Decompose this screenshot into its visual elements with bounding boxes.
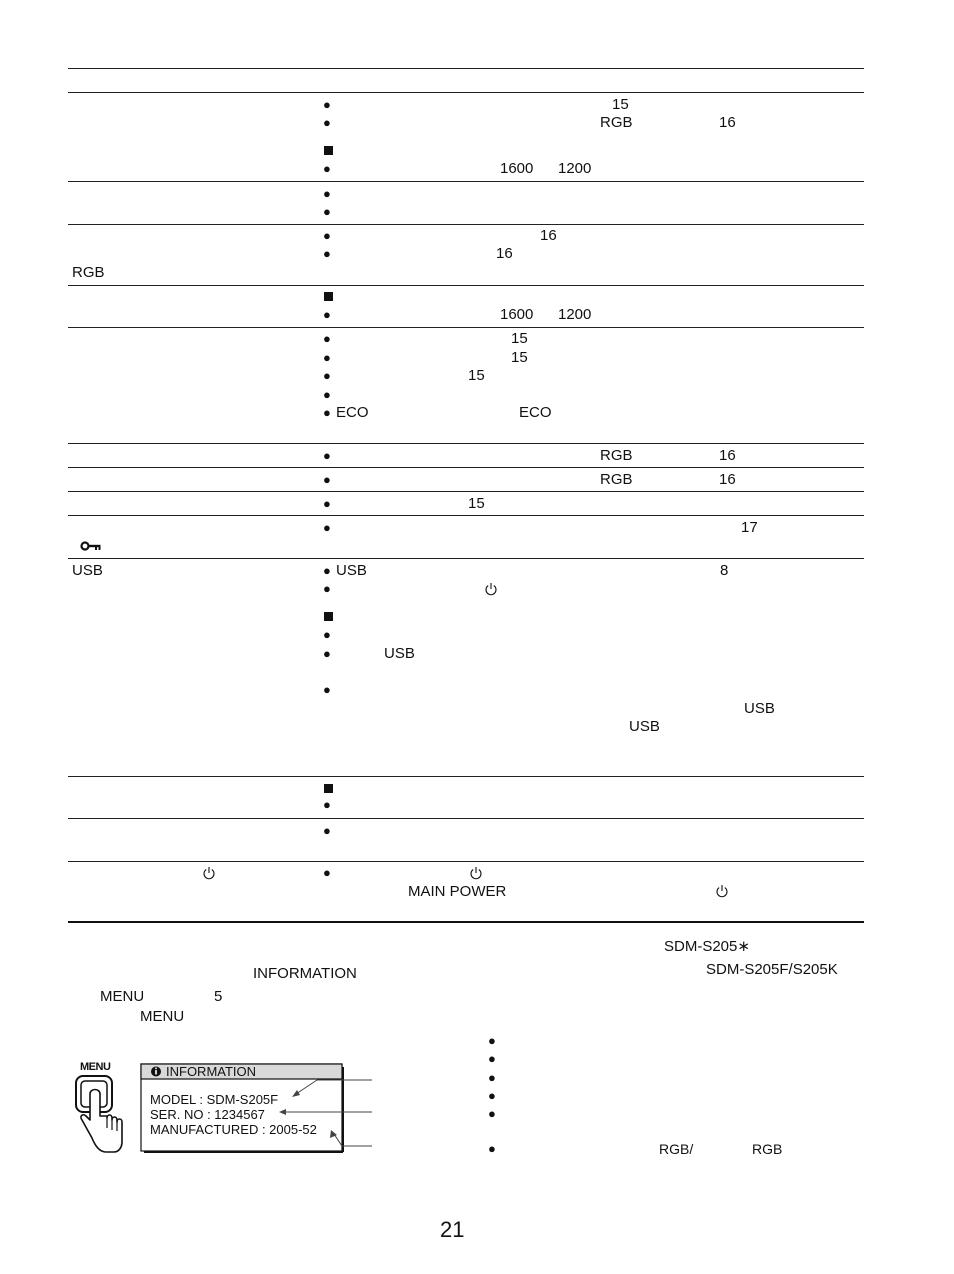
value-usb: USB [629,718,660,735]
bullet: ● [488,1141,496,1156]
bullet: ● [323,448,331,463]
bullet: ● [323,331,331,346]
value-usb: USB [384,645,415,662]
bullet: ● [323,581,331,596]
square-bullet [324,292,333,301]
value-16: 16 [540,227,557,244]
bullet: ● [323,228,331,243]
value-16: 16 [719,471,736,488]
row-divider [68,327,864,328]
page-number: 21 [440,1217,465,1242]
power-icon [715,884,729,898]
value-16: 16 [719,447,736,464]
rgb-label: RGB/ [659,1141,694,1157]
menu-word: MENU [100,988,145,1005]
bullet: ● [488,1106,496,1121]
bullet: ● [488,1033,496,1048]
model-reference-2: SDM-S205F/S205K [706,961,838,978]
square-bullet [324,146,333,155]
value-rgb: RGB [600,447,633,464]
value-16: 16 [496,245,513,262]
row-label-rgb: RGB [72,264,105,281]
bullet: ● [323,823,331,838]
value-15: 15 [511,349,528,366]
value-usb: USB [336,562,367,579]
bullet: ● [488,1088,496,1103]
value-15: 15 [511,330,528,347]
row-divider [68,181,864,182]
bullet: ● [323,472,331,487]
bullet: ● [323,496,331,511]
bullet: ● [488,1070,496,1085]
bullet: ● [323,682,331,697]
menu-button-label: MENU [80,1061,111,1073]
bullet: ● [323,405,331,420]
bullet: ● [323,797,331,812]
value-1200: 1200 [558,306,592,323]
bullet: ● [323,246,331,261]
value-usb: USB [744,700,775,717]
bullet: ● [323,387,331,402]
row-divider [68,224,864,225]
value-16: 16 [719,114,736,131]
rgb-label: RGB [752,1141,783,1157]
menu-word: MENU [140,1008,185,1025]
information-word: INFORMATION [253,965,357,982]
osd-title: INFORMATION [166,1064,257,1079]
row-divider [68,443,864,444]
row-divider [68,776,864,777]
table-top-rule [68,68,864,69]
bullet: ● [323,368,331,383]
row-divider [68,467,864,468]
value-eco: ECO [519,404,552,421]
bullet: ● [323,865,331,880]
row-divider [68,515,864,516]
osd-serial-line: SER. NO : 1234567 [150,1107,265,1122]
table-bottom-rule [68,921,864,923]
value-eco: ECO [336,404,369,421]
bullet: ● [323,520,331,535]
square-bullet [324,784,333,793]
power-icon [202,866,216,880]
bullet: ● [323,115,331,130]
bullet: ● [323,204,331,219]
osd-model-line: MODEL : SDM-S205F [150,1092,279,1107]
value-1600: 1600 [500,160,534,177]
bullet: ● [323,627,331,642]
key-icon [80,541,102,551]
power-icon [484,582,498,596]
table-header-rule [68,92,864,93]
bullet: ● [323,563,331,578]
bullet: ● [323,307,331,322]
row-divider [68,491,864,492]
step-number: 5 [214,988,223,1005]
square-bullet [324,612,333,621]
value-rgb: RGB [600,471,633,488]
row-divider [68,558,864,559]
bullet: ● [323,161,331,176]
value-15: 15 [468,495,485,512]
bullet: ● [488,1051,496,1066]
model-reference: SDM-S205∗ [664,938,750,955]
bullet: ● [323,350,331,365]
power-icon [469,866,483,880]
value-1200: 1200 [558,160,592,177]
value-15: 15 [468,367,485,384]
bullet: ● [323,97,331,112]
osd-manufactured-line: MANUFACTURED : 2005-52 [150,1122,317,1137]
bullet: ● [323,646,331,661]
main-power-label: MAIN POWER [408,883,507,900]
value-15: 15 [612,96,629,113]
value-rgb: RGB [600,114,633,131]
row-label-usb: USB [72,562,103,579]
value-1600: 1600 [500,306,534,323]
row-divider [68,285,864,286]
row-divider [68,861,864,862]
value-8: 8 [720,562,729,579]
value-17: 17 [741,519,758,536]
information-menu-figure [72,1058,382,1168]
bullet: ● [323,186,331,201]
row-divider [68,818,864,819]
